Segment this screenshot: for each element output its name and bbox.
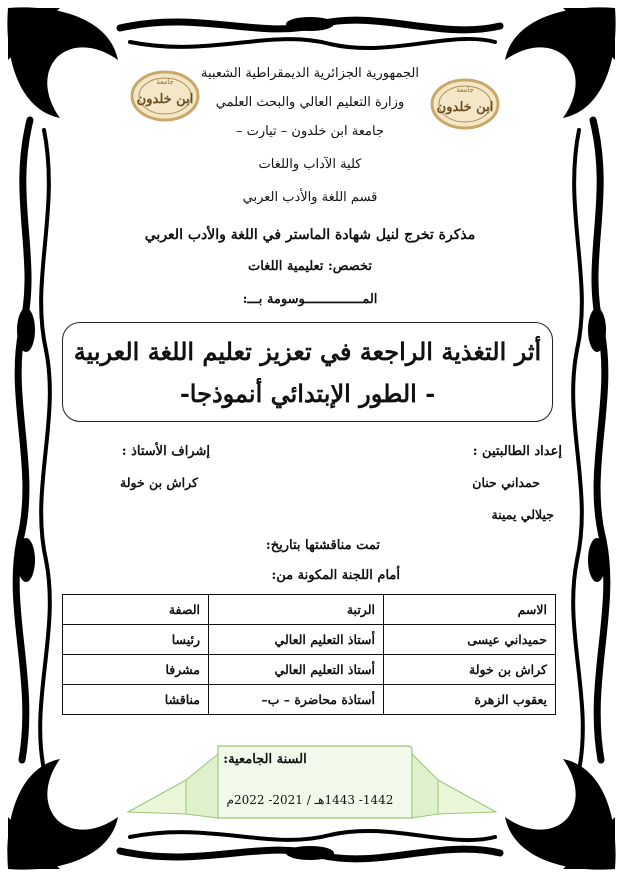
jury-role: مناقشا (63, 685, 209, 715)
jury-name: يعقوب الزهرة (384, 685, 556, 715)
republic-name: الجمهورية الجزائرية الديمقراطية الشعبية (201, 66, 419, 81)
jury-rank: أستاذة محاضرة – ب– (209, 685, 384, 715)
header-rank: الرتبة (209, 595, 384, 625)
student-name-1: حمداني حنان (472, 475, 540, 490)
supervisor-name: كراش بن خولة (120, 475, 198, 490)
jury-rank: أستاذ التعليم العالي (209, 655, 384, 685)
jury-role: مشرفا (63, 655, 209, 685)
jury-name: حميداني عيسى (384, 625, 556, 655)
supervisor-label: إشراف الأستاذ : (121, 444, 210, 459)
thesis-title-line1: أثر التغذية الراجعة في تعزيز تعليم اللغة العربية (73, 337, 542, 366)
header-name: الاسم (384, 595, 556, 625)
students-label: إعداد الطالبتين : (472, 444, 562, 459)
academic-year-value: 1442- 1443هـ / 2021- 2022م (226, 793, 394, 807)
defense-date-label: تمت مناقشتها بتاريخ: (265, 538, 380, 553)
jury-name: كراش بن خولة (384, 655, 556, 685)
thesis-title-box (62, 322, 553, 422)
thesis-titled-label: المـــــــــــــــوسومة بـــ: (242, 292, 378, 307)
academic-year-label: السنة الجامعية: (223, 752, 307, 767)
student-name-2: جيلالي يمينة (491, 507, 554, 522)
logo-top-text-left: جامعة (156, 78, 174, 86)
table-row (63, 685, 556, 715)
university-name: جامعة ابن خلدون – تيارت – (236, 124, 384, 139)
jury-table (62, 594, 556, 715)
university-logo-right (430, 78, 500, 130)
faculty-name: كلية الآداب واللغات (258, 157, 362, 172)
table-row (63, 655, 556, 685)
logo-top-text-right: جامعة (456, 86, 474, 94)
logo-text-right: ابن خلدون (436, 100, 494, 115)
logo-text-left: ابن خلدون (136, 92, 194, 107)
header-role: الصفة (63, 595, 209, 625)
department-name: قسم اللغة والأدب العربي (242, 190, 378, 205)
committee-label: أمام اللجنة المكونة من: (271, 568, 400, 583)
table-header-row (63, 595, 556, 625)
thesis-title-line2: - الطور الإبتدائي أنموذجا- (179, 379, 436, 408)
jury-rank: أستاذ التعليم العالي (209, 625, 384, 655)
jury-role: رئيسا (63, 625, 209, 655)
ministry-name: وزارة التعليم العالي والبحث العلمي (215, 95, 405, 110)
table-row (63, 625, 556, 655)
thesis-specialty: تخصص: تعليمية اللغات (248, 259, 372, 274)
thesis-purpose: مذكرة تخرج لنيل شهادة الماستر في اللغة والأدب العربي (144, 227, 476, 243)
